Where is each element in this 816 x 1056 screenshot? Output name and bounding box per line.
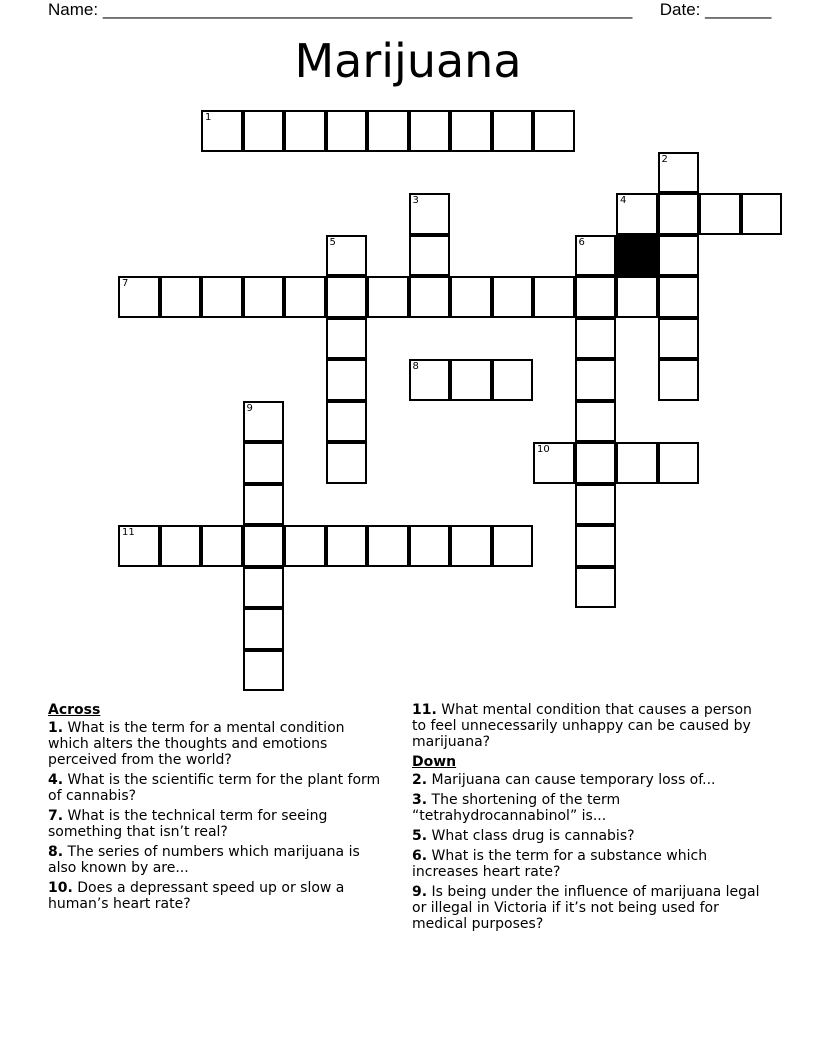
- grid-cell[interactable]: [367, 110, 409, 152]
- grid-cell[interactable]: [160, 525, 202, 567]
- grid-cell[interactable]: [243, 442, 285, 484]
- clue-number: 3: [412, 195, 419, 206]
- grid-cell[interactable]: [284, 276, 326, 318]
- grid-cell[interactable]: [326, 401, 368, 443]
- grid-cell[interactable]: [409, 193, 451, 235]
- grid-cell[interactable]: [201, 525, 243, 567]
- grid-cell[interactable]: [658, 359, 700, 401]
- grid-cell[interactable]: [533, 442, 575, 484]
- grid-cell[interactable]: [575, 276, 617, 318]
- grid-cell[interactable]: [616, 276, 658, 318]
- grid-cell[interactable]: [243, 276, 285, 318]
- grid-cell[interactable]: [243, 525, 285, 567]
- clue-across-10: 10. Does a depressant speed up or slow a human’s heart rate?: [48, 880, 345, 912]
- grid-cell[interactable]: [367, 276, 409, 318]
- clue-down-6: 6. What is the term for a substance which increases heart rate?: [412, 848, 708, 880]
- page-title: Marijuana: [294, 34, 522, 88]
- grid-cell[interactable]: [326, 318, 368, 360]
- clue-number: 6: [578, 236, 585, 248]
- grid-cell[interactable]: [243, 567, 285, 609]
- black-cell: [616, 235, 658, 277]
- grid-cell[interactable]: [658, 193, 700, 235]
- grid-cell[interactable]: [492, 525, 534, 567]
- grid-cell[interactable]: [575, 401, 617, 443]
- grid-cell[interactable]: [658, 276, 700, 318]
- grid-cell[interactable]: [326, 276, 368, 318]
- grid-cell[interactable]: [616, 193, 658, 235]
- grid-cell[interactable]: [575, 235, 617, 277]
- clue-down-5: 5. What class drug is cannabis?: [412, 828, 635, 844]
- clue-across-7: 7. What is the technical term for seeing something that isn’t real?: [48, 808, 328, 840]
- clue-down-9: 9. Is being under the influence of marijuana legal or illegal in Victoria if it’s not being used for medical purposes?: [412, 884, 760, 932]
- grid-cell[interactable]: [450, 359, 492, 401]
- name-field[interactable]: ________________________________________________________: [102, 0, 633, 19]
- grid-cell[interactable]: [118, 525, 160, 567]
- clue-number: 5: [329, 236, 336, 248]
- grid-cell[interactable]: [243, 484, 285, 526]
- grid-cell[interactable]: [658, 442, 700, 484]
- grid-cell[interactable]: [409, 276, 451, 318]
- grid-cell[interactable]: [409, 235, 451, 277]
- grid-cell[interactable]: [201, 276, 243, 318]
- grid-cell[interactable]: [243, 608, 285, 650]
- grid-cell[interactable]: [533, 276, 575, 318]
- grid-cell[interactable]: [492, 110, 534, 152]
- grid-cell[interactable]: [658, 235, 700, 277]
- grid-cell[interactable]: [492, 359, 534, 401]
- grid-cell[interactable]: [658, 152, 700, 194]
- grid-cell[interactable]: [326, 442, 368, 484]
- clue-number: 8: [412, 361, 419, 372]
- grid-cell[interactable]: [533, 110, 575, 152]
- clues-column-right: [412, 702, 768, 936]
- clue-across-8: 8. The series of numbers which marijuana is also known by are...: [48, 844, 360, 876]
- clue-down-3: 3. The shortening of the term “tetrahydrocannabinol” is...: [412, 792, 621, 824]
- grid-cell[interactable]: [326, 359, 368, 401]
- name-label: Name:: [48, 0, 99, 19]
- grid-cell[interactable]: [450, 110, 492, 152]
- clue-number: 1: [205, 112, 212, 123]
- grid-cell[interactable]: [326, 235, 368, 277]
- grid-cell[interactable]: [575, 442, 617, 484]
- grid-cell[interactable]: [616, 442, 658, 484]
- clue-number: 7: [122, 278, 129, 289]
- grid-cell[interactable]: [699, 193, 741, 235]
- grid-cell[interactable]: [326, 110, 368, 152]
- grid-cell[interactable]: [450, 525, 492, 567]
- grid-cell[interactable]: [367, 525, 409, 567]
- grid-cell[interactable]: [658, 318, 700, 360]
- date-field[interactable]: _______: [705, 0, 772, 19]
- clue-number: 11: [122, 527, 135, 538]
- grid-cell[interactable]: [243, 401, 285, 443]
- grid-cell[interactable]: [243, 650, 285, 692]
- grid-cell[interactable]: [284, 110, 326, 152]
- clue-number: 4: [620, 195, 627, 206]
- grid-cell[interactable]: [450, 276, 492, 318]
- across-heading: Across: [48, 702, 101, 718]
- grid-cell[interactable]: [409, 110, 451, 152]
- grid-cell[interactable]: [201, 110, 243, 152]
- grid-cell[interactable]: [575, 359, 617, 401]
- grid-cell[interactable]: [741, 193, 783, 235]
- grid-cell[interactable]: [575, 484, 617, 526]
- grid-cell[interactable]: [575, 567, 617, 609]
- grid-cell[interactable]: [284, 525, 326, 567]
- clue-across-4: 4. What is the scientific term for the plant form of cannabis?: [48, 772, 381, 804]
- clue-across-1: 1. What is the term for a mental condition which alters the thoughts and emotions perceived from the world?: [48, 720, 345, 768]
- clue-down-2: 2. Marijuana can cause temporary loss of...: [412, 772, 716, 788]
- clue-across-11: 11. What mental condition that causes a person to feel unnecessarily unhappy can be caused by marijuana?: [412, 702, 752, 750]
- grid-cell[interactable]: [575, 525, 617, 567]
- grid-cell[interactable]: [492, 276, 534, 318]
- down-heading: Down: [412, 754, 457, 770]
- grid-cell[interactable]: [575, 318, 617, 360]
- date-label: Date:: [659, 0, 701, 19]
- clue-number: 9: [246, 402, 253, 414]
- clue-number: 10: [537, 444, 550, 455]
- grid-cell[interactable]: [326, 525, 368, 567]
- clue-number: 2: [661, 153, 668, 165]
- grid-cell[interactable]: [409, 525, 451, 567]
- grid-cell[interactable]: [243, 110, 285, 152]
- grid-cell[interactable]: [160, 276, 202, 318]
- clues-column-left: [48, 702, 388, 916]
- grid-cell[interactable]: [118, 276, 160, 318]
- grid-cell[interactable]: [409, 359, 451, 401]
